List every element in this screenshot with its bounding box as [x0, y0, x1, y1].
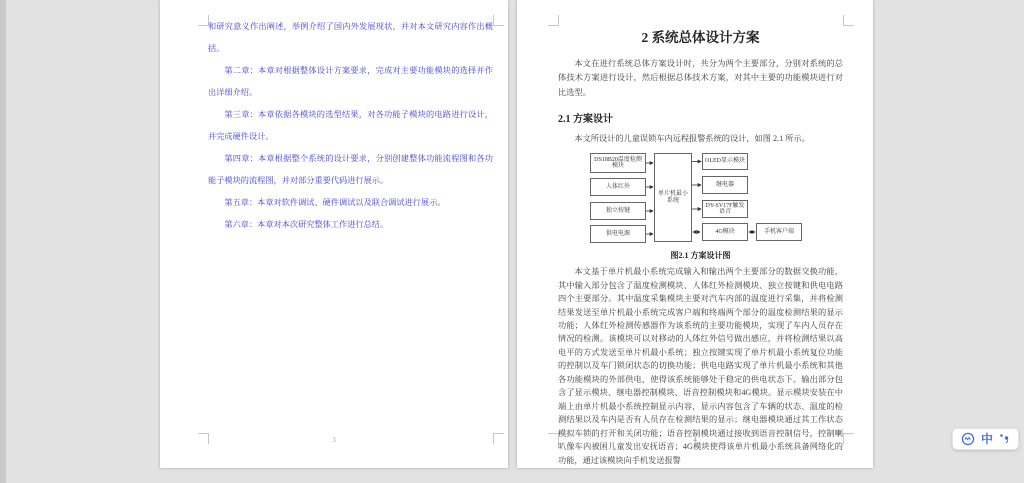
- margin-mark-top-right: [843, 15, 854, 26]
- diagram-box-voice-module: DY-SV17F触发语音: [702, 200, 748, 218]
- diagram-box-mcu-minimum-system: 单片机最小系统: [654, 153, 692, 242]
- page-number: 3: [332, 435, 336, 444]
- diagram-box-oled-display: OLED显示模块: [702, 153, 748, 170]
- paragraph: 第六章：本章对本次研究整体工作进行总结。: [224, 220, 389, 229]
- paragraph: 本文基于单片机最小系统完成输入和输出两个主要部分的数据交换功能，其中输入部分包含了温度检测模块、人体红外检测模块、独立按键和供电电路四个主要部分。其中温度采集模块主要对汽车内部的温度进行采集，并将检测结果发送至单片机最小系统完成客户端和终端两个部分的温度检测结果的显示功能；人体红外检测传感器作为该系统的主要功能模块，实现了车内人员存在情况的检测。该模块可以对移动的人体红外信号做出感应，并将检测结果以高电平的方式发送至单片机最小系统；独立按键实现了单片机最小系统复位功能的控制以及车门锁闭状态的切换功能；供电电路实现了单片机最小系统和其他各功能模块的外部供电，使得该系统能够处于稳定的供电状态下。输出部分包含了显示模块、继电器控制模块、语音控制模块和4G模块。显示模块安装在中端上由单片机最小系统控制显示内容，显示内容包含了车辆的状态、温度的检测结果以及车内是否有人员存在检测结果的显示；继电器模块通过其工作状态模拟车锁的打开和关闭功能；语音控制模块通过接收到语音控制信号，控制喇叭像车内被困儿童发出安抚语音；4G模块使得该单片机最小系统具备网络化的功能，通过该模块向手机发送报警: [558, 267, 843, 465]
- paragraph: 第三章：本章依据各模块的选型结果，对各功能子模块的电路进行设计，并完成硬件设计。: [208, 110, 493, 141]
- paragraph: 第五章：本章对软件调试、硬件调试以及联合调试进行展示。: [224, 198, 446, 207]
- chapter-title: 2 系统总体设计方案: [641, 30, 760, 45]
- translate-toolbar[interactable]: [952, 428, 1019, 450]
- chinese-label[interactable]: 中: [980, 432, 993, 446]
- paragraph: 本文所设计的儿童误锁车内远程报警系统的设计，如图 2.1 所示。: [574, 134, 810, 144]
- figure-diagram: [590, 153, 802, 245]
- paragraph: 第四章：本章根据整个系统的设计要求，分别创建整体功能流程图和各功能子模块的流程图，并对部分重要代码进行展示。: [208, 154, 493, 185]
- paragraph: 第二章：本章对根据整体设计方案要求，完成对主要功能模块的选择并作出详细介绍。: [208, 66, 493, 97]
- margin-mark-top-right: [493, 15, 504, 26]
- paragraph: 本文在进行系统总体方案设计时，共分为两个主要部分，分别对系统的总体技术方案进行设计，然后根据总体技术方案，对其中主要的功能模块进行对比选型。: [558, 59, 843, 97]
- figure-caption: 图2.1 方案设计图: [670, 251, 731, 261]
- diagram-box-human-infrared: 人体红外: [590, 178, 646, 196]
- left-page-text: [208, 16, 493, 236]
- translate-icon[interactable]: [961, 432, 975, 446]
- page-left: [160, 0, 508, 468]
- diagram-box-4g-module: 4G模块: [702, 223, 748, 241]
- workspace-left-edge: [0, 0, 6, 483]
- diagram-box-phone-client: 手机客户端: [756, 223, 802, 241]
- diagram-box-independent-keys: 独立按键: [590, 202, 646, 220]
- page-right: [517, 0, 873, 468]
- right-page-text: [558, 0, 843, 467]
- paragraph: 和研究意义作出阐述，举例介绍了国内外发展现状，并对本文研究内容作出概括。: [208, 22, 493, 53]
- diagram-box-power-supply: 供电电源: [590, 225, 646, 243]
- section-heading: 2.1 方案设计: [558, 114, 613, 126]
- diagram-box-temperature-module: DS18B20温度检测模块: [590, 153, 646, 173]
- diagram-box-relay: 继电器: [702, 176, 748, 194]
- dots-icon[interactable]: [999, 433, 1010, 445]
- page-number: 4: [693, 435, 697, 444]
